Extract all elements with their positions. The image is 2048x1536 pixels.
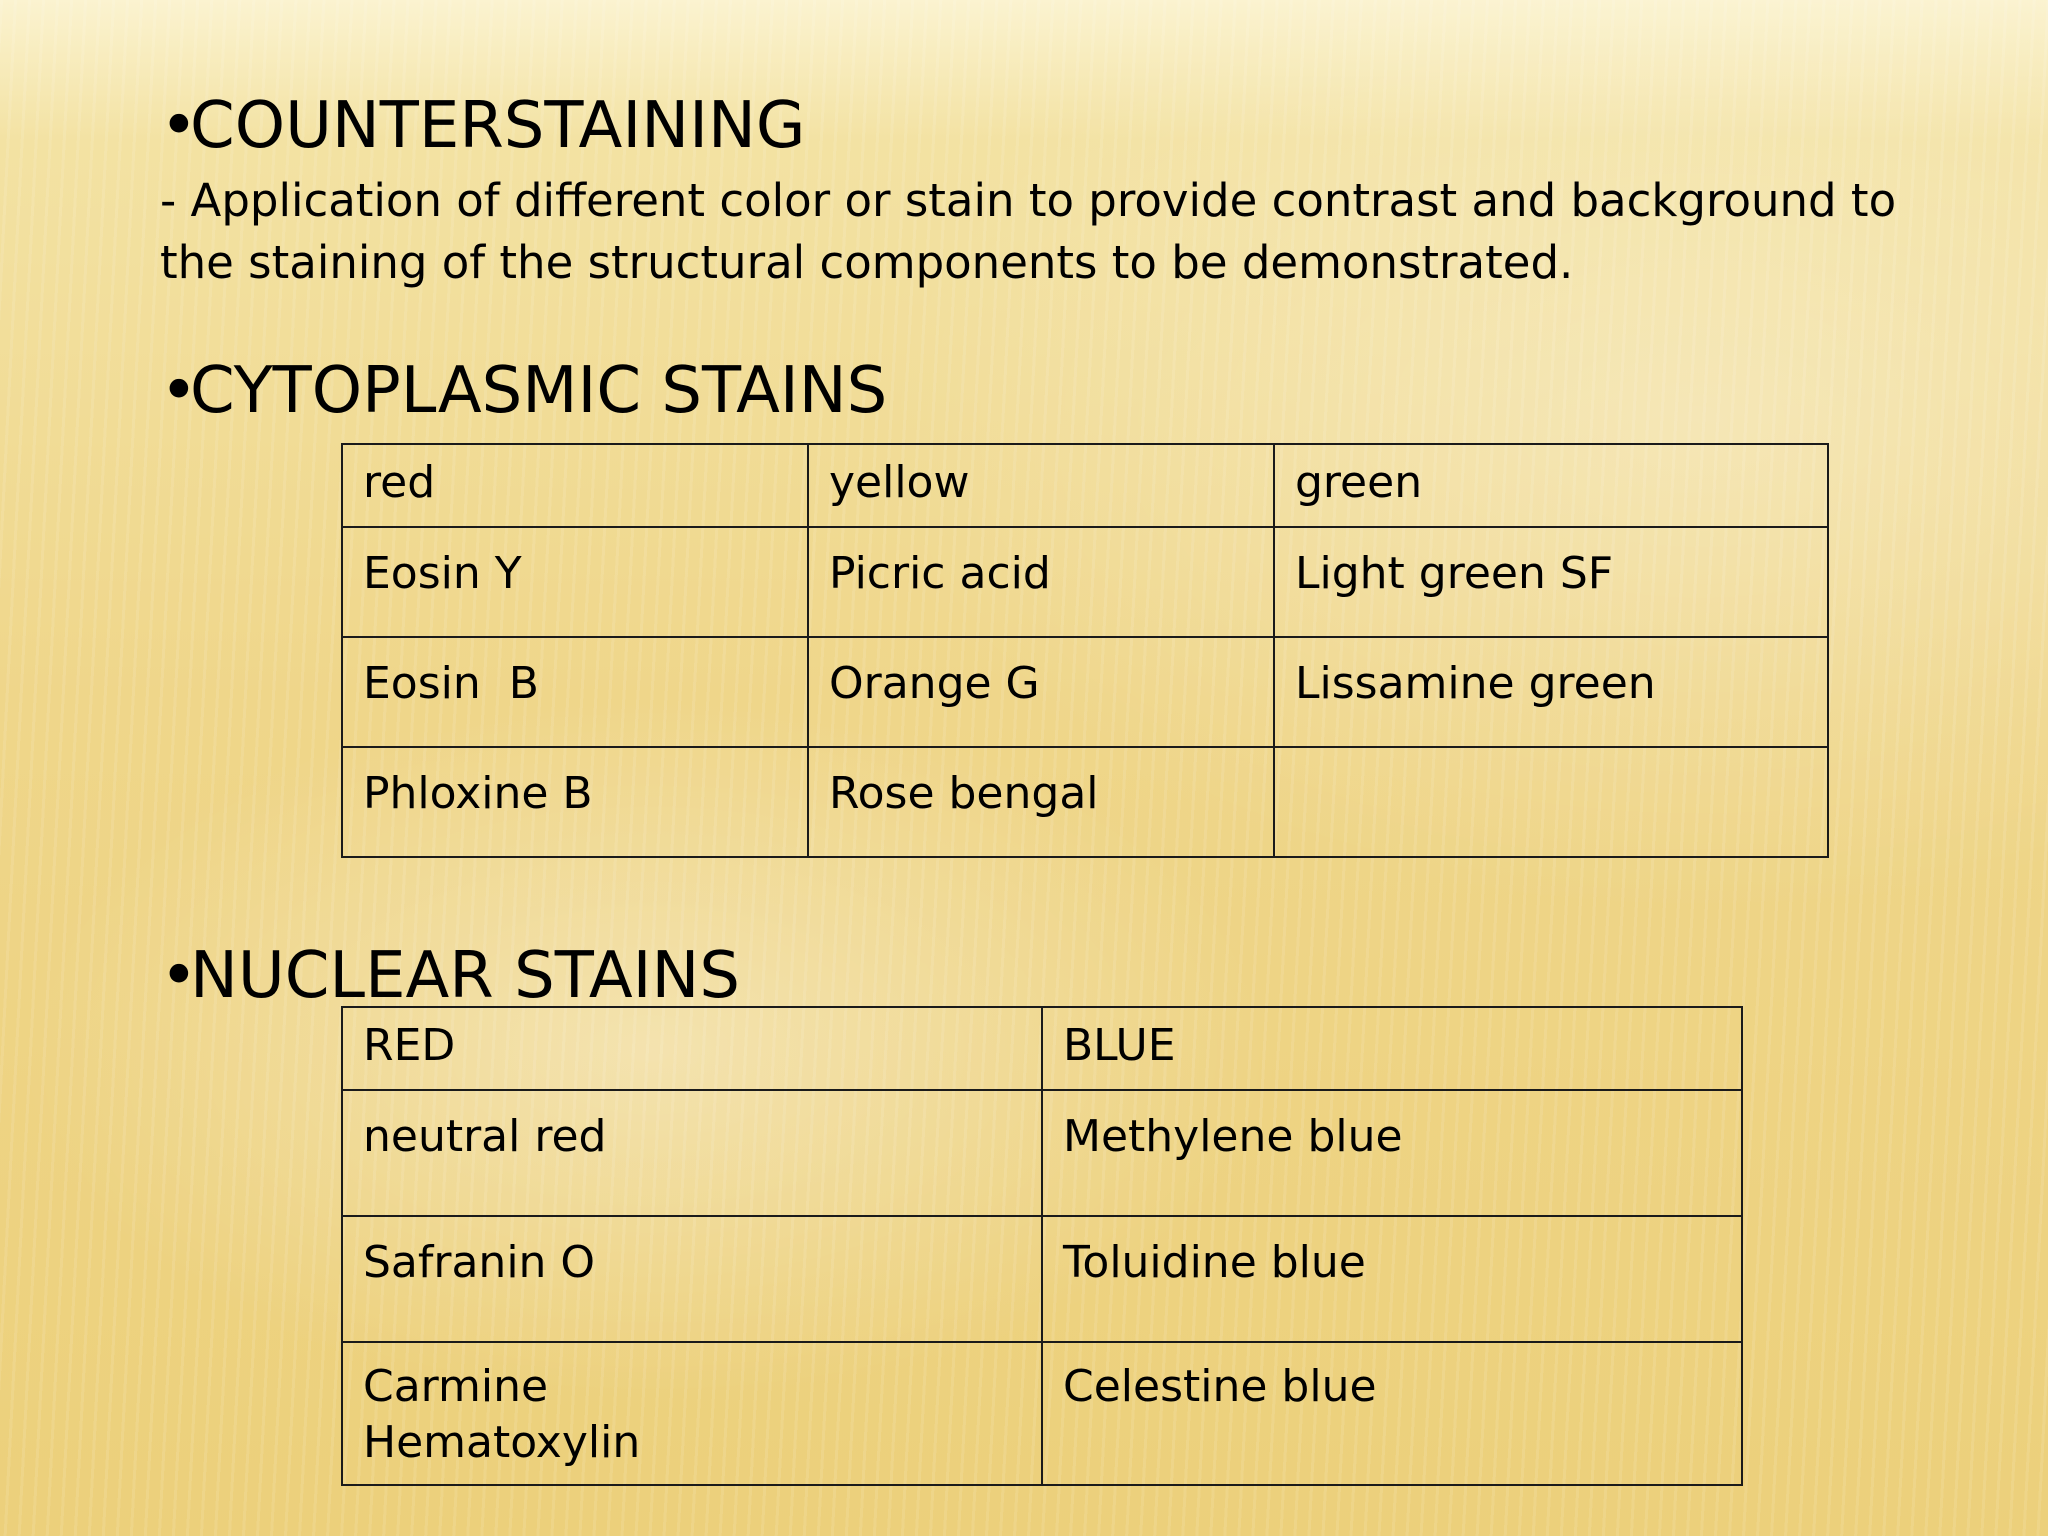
table-header-cell: RED bbox=[342, 1007, 1042, 1090]
table-row bbox=[342, 1342, 1742, 1485]
table-cell: Phloxine B bbox=[342, 747, 808, 857]
table-row bbox=[342, 637, 1828, 747]
cytoplasmic-stains-table bbox=[341, 443, 1829, 858]
bullet-icon: • bbox=[160, 354, 198, 428]
table-cell: Light green SF bbox=[1274, 527, 1828, 637]
table-row bbox=[342, 1216, 1742, 1342]
table-cell: Eosin Y bbox=[342, 527, 808, 637]
table-header-row bbox=[342, 444, 1828, 527]
nuclear-stains-heading bbox=[160, 940, 740, 1012]
table-cell-empty bbox=[1274, 747, 1828, 857]
table-cell: Methylene blue bbox=[1042, 1090, 1742, 1216]
table-cell: Lissamine green bbox=[1274, 637, 1828, 747]
table-header-cell: red bbox=[342, 444, 808, 527]
table-header-cell: yellow bbox=[808, 444, 1274, 527]
cytoplasmic-stains-heading bbox=[160, 355, 887, 427]
table-header-cell: green bbox=[1274, 444, 1828, 527]
counterstaining-heading bbox=[160, 90, 805, 162]
table-cell: Orange G bbox=[808, 637, 1274, 747]
table-cell bbox=[342, 1342, 1042, 1485]
bullet-icon: • bbox=[160, 939, 198, 1013]
nuclear-stains-table bbox=[341, 1006, 1743, 1486]
table-cell: Eosin B bbox=[342, 637, 808, 747]
cell-line: Hematoxylin bbox=[363, 1417, 641, 1468]
table-row bbox=[342, 527, 1828, 637]
cytoplasmic-stains-title: CYTOPLASMIC STAINS bbox=[190, 354, 888, 428]
cell-line: Carmine bbox=[363, 1361, 549, 1412]
nuclear-stains-title: NUCLEAR STAINS bbox=[190, 939, 740, 1013]
table-row bbox=[342, 747, 1828, 857]
table-cell: Toluidine blue bbox=[1042, 1216, 1742, 1342]
table-header-row bbox=[342, 1007, 1742, 1090]
table-cell: Rose bengal bbox=[808, 747, 1274, 857]
counterstaining-title: COUNTERSTAINING bbox=[190, 89, 806, 163]
table-header-cell: BLUE bbox=[1042, 1007, 1742, 1090]
table-row bbox=[342, 1090, 1742, 1216]
table-cell: Picric acid bbox=[808, 527, 1274, 637]
table-cell: Celestine blue bbox=[1042, 1342, 1742, 1485]
counterstaining-description: - Application of different color or stain to provide contrast and background to the staining of the structural components to be demonstrated. bbox=[160, 174, 1897, 289]
table-cell: Safranin O bbox=[342, 1216, 1042, 1342]
bullet-icon: • bbox=[160, 89, 198, 163]
table-cell: neutral red bbox=[342, 1090, 1042, 1216]
